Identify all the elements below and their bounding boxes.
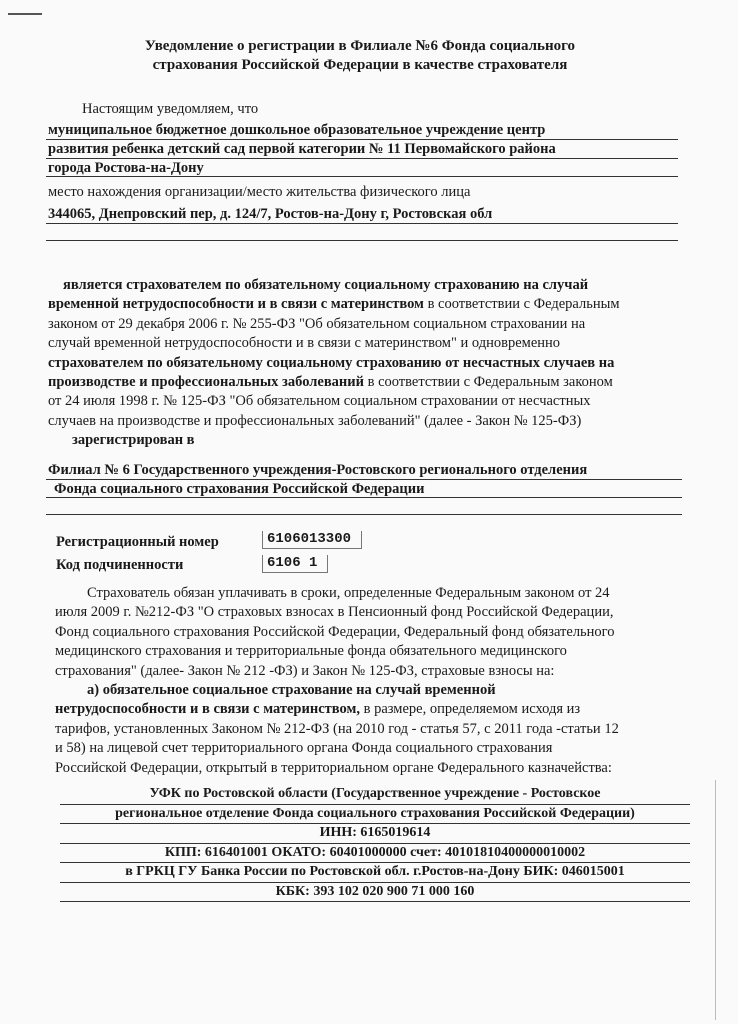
payment-paragraph	[55, 584, 619, 778]
reg-number-value: 6106013300	[262, 531, 362, 549]
p2-line-9: и 58) на лицевой счет территориального органа Фонда социального страхования	[55, 740, 553, 757]
location-label: место нахождения организации/место жительства физического лица	[48, 184, 471, 200]
p1-line-4: случай временной нетрудоспособности и в связи с материнством" и одновременно	[48, 335, 561, 352]
org-rule-3	[46, 176, 678, 177]
p1-line-3: законом от 29 декабря 2006 г. № 255-ФЗ "Об обязательном социальном страховании на	[48, 315, 586, 332]
p1-line-9: зарегистрирован в	[72, 432, 195, 449]
payment-line-2: региональное отделение Фонда социального страхования Российской Федерации)	[60, 805, 690, 825]
page-edge	[715, 780, 716, 1020]
corner-mark	[8, 13, 42, 15]
org-line-1: муниципальное бюджетное дошкольное образовательное учреждение центр	[48, 122, 546, 138]
location-rule-1	[46, 223, 678, 224]
p2-line-6: а) обязательное социальное страхование на случай временной	[87, 682, 496, 699]
branch-line-2: Фонда социального страхования Российской Федерации	[54, 481, 425, 497]
p1-line-1: является страхователем по обязательному социальному страхованию на случай	[63, 277, 589, 293]
payment-line-3: ИНН: 6165019614	[60, 824, 690, 844]
branch-rule-2	[46, 497, 682, 498]
p2-line-10: Российской Федерации, открытый в территориальном органе Федерального казначейства:	[55, 759, 612, 776]
payment-details	[60, 785, 690, 902]
payment-line-1: УФК по Ростовской области (Государственное учреждение - Ростовское	[60, 785, 690, 805]
branch-line-1: Филиал № 6 Государственного учреждения-Ростовского регионального отделения	[48, 462, 588, 478]
p2-line-7-bold: нетрудоспособности и в связи с материнством,	[55, 701, 360, 718]
p1-line-6-rest: в соответствии с Федеральным законом	[363, 374, 613, 391]
p1-line-7: от 24 июля 1998 г. № 125-ФЗ "Об обязательном социальном страховании от несчастных	[48, 393, 591, 410]
title-line-2: страхования Российской Федерации в качестве страхователя	[152, 57, 568, 73]
p1-line-5: страхователем по обязательному социальному страхованию от несчастных случаев на	[48, 354, 615, 371]
p1-line-6	[48, 373, 620, 392]
p1-line-8: случаев на производстве и профессиональных заболеваний" (далее - Закон № 125-ФЗ)	[48, 412, 582, 429]
p2-line-5: страхования" (далее- Закон № 212 -ФЗ) и Закон № 125-ФЗ, страховые взносы на:	[55, 662, 555, 679]
p1-line-6-bold: производстве и профессиональных заболеваний	[48, 374, 364, 391]
p1-line-2-rest: в соответствии с Федеральным	[423, 296, 620, 313]
intro-text: Настоящим уведомляем, что	[82, 101, 259, 117]
p1-line-2-bold: временной нетрудоспособности и в связи с материнством	[48, 296, 424, 313]
p2-line-7	[55, 700, 619, 719]
location-rule-2	[46, 240, 678, 241]
subordination-value: 6106 1	[262, 555, 328, 573]
org-line-3: города Ростова-на-Дону	[48, 160, 204, 176]
p2-line-3: Фонд социального страхования Российской Федерации, Федеральный фонд обязательного	[55, 623, 615, 640]
payment-line-6: КБК: 393 102 020 900 71 000 160	[60, 883, 690, 903]
org-line-2: развития ребенка детский сад первой категории № 11 Первомайского района	[48, 141, 556, 157]
p2-line-8: тарифов, установленных Законом № 212-ФЗ (на 2010 год - статья 57, с 2011 года -статьи 12	[55, 720, 619, 737]
reg-number-label: Регистрационный номер	[56, 534, 219, 550]
branch-rule-3	[46, 514, 682, 515]
payment-line-4: КПП: 616401001 ОКАТО: 60401000000 счет: 40101810400000010002	[60, 844, 690, 864]
location-value: 344065, Днепровский пер, д. 124/7, Ростов-на-Дону г, Ростовская обл	[48, 206, 493, 222]
title-line-1: Уведомление о регистрации в Филиале №6 Фонда социального	[144, 38, 576, 54]
p2-line-2: июля 2009 г. №212-ФЗ "О страховых взносах в Пенсионный фонд Российской Федерации,	[55, 604, 614, 621]
p2-line-4: медицинского страхования и территориальные фонда обязательного медицинского	[55, 643, 567, 660]
p1-line-2	[48, 295, 620, 314]
insurer-paragraph	[48, 276, 620, 451]
subordination-label: Код подчиненности	[56, 557, 184, 573]
payment-line-5: в ГРКЦ ГУ Банка России по Ростовской обл. г.Ростов-на-Дону БИК: 046015001	[60, 863, 690, 883]
p2-line-7-rest: в размере, определяемом исходя из	[359, 701, 581, 718]
document-title	[60, 37, 660, 75]
p2-line-1: Страхователь обязан уплачивать в сроки, определенные Федеральным законом от 24	[87, 585, 610, 601]
